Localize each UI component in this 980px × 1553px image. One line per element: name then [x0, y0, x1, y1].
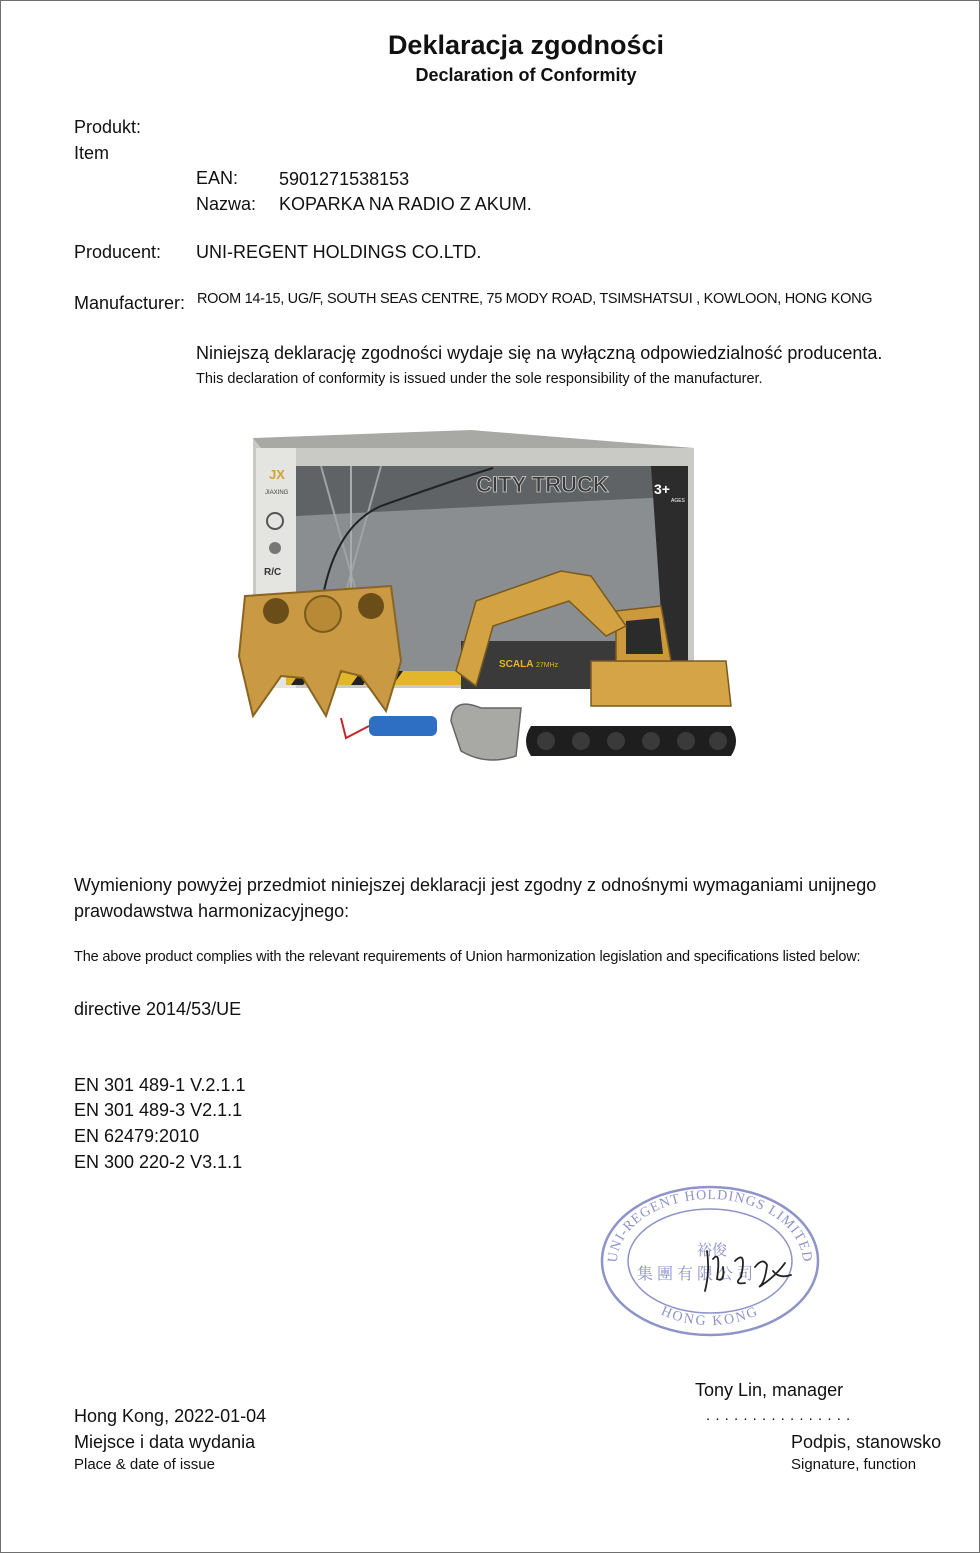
producer-label-pl: Producent: [74, 242, 162, 262]
place-date-label-en: Place & date of issue [74, 1456, 215, 1473]
box-title: CITY TRUCK [476, 472, 609, 497]
remote-joystick [358, 593, 384, 619]
standard-item: EN 62479:2010 [74, 1126, 200, 1146]
company-stamp [595, 1179, 825, 1339]
name-label: Nazwa: [196, 194, 257, 214]
track-wheel [709, 732, 727, 750]
remote-center-dial [305, 596, 341, 632]
place-date-value: Hong Kong, 2022-01-04 [74, 1406, 267, 1426]
compliance-en: The above product complies with the relevant requirements of Union harmonization legislation and specifications listed below: [74, 949, 861, 965]
document-subtitle: Declaration of Conformity [415, 65, 637, 85]
standard-item: EN 300 220-2 V3.1.1 [74, 1152, 243, 1172]
standard-item: EN 301 489-1 V.2.1.1 [74, 1075, 246, 1095]
stamp-ring-bottom-text: HONG KONG [658, 1303, 762, 1330]
track-wheel [677, 732, 695, 750]
product-photo [231, 426, 751, 791]
box-brand-logo: JX [269, 467, 285, 482]
box-age-sub: AGES [671, 498, 685, 504]
stamp-inner-ring [628, 1209, 792, 1313]
producer-name: UNI-REGENT HOLDINGS CO.LTD. [196, 242, 482, 262]
excavator-tracks [526, 726, 736, 756]
battery-cable [341, 718, 369, 738]
box-freq-label: 27MHz [536, 662, 559, 669]
place-date-label-pl: Miejsce i data wydania [74, 1432, 256, 1452]
excavator-bucket [451, 704, 521, 760]
manufacturer-address: ROOM 14-15, UG/F, SOUTH SEAS CENTRE, 75 MODY ROAD, TSIMSHATSUI , KOWLOON, HONG KONG [197, 291, 873, 307]
signature-label-en: Signature, function [791, 1456, 917, 1473]
box-age: 3+ [654, 481, 670, 497]
track-wheel [642, 732, 660, 750]
box-rc-label: R/C [264, 567, 282, 578]
ean-label: EAN: [196, 168, 239, 188]
directive: directive 2014/53/UE [74, 999, 242, 1019]
compliance-pl-line2: prawodawstwa harmonizacyjnego: [74, 901, 350, 921]
document-title: Deklaracja zgodności [387, 30, 665, 60]
stamp-chinese-line2: 集團有限公司 [637, 1264, 758, 1283]
stamp-ring-top-text: UNI-REGENT HOLDINGS LIMITED [605, 1187, 815, 1264]
name-value: KOPARKA NA RADIO Z AKUM. [279, 194, 532, 214]
box-brand-sub: JIAXING [265, 490, 289, 496]
track-wheel [572, 732, 590, 750]
responsibility-pl: Niniejszą deklarację zgodności wydaje się na wyłączną odpowiedzialność producenta. [196, 343, 883, 363]
product-label-pl: Produkt: [74, 117, 142, 137]
stamp-chinese-line1: 裕俊 [697, 1241, 728, 1259]
light-icon [269, 542, 281, 554]
standard-item: EN 301 489-3 V2.1.1 [74, 1100, 243, 1120]
battery-pack [369, 716, 437, 736]
compliance-pl-line1: Wymieniony powyżej przedmiot niniejszej deklaracji jest zgodny z odnośnymi wymaganiami unijnego [74, 875, 877, 895]
signer-name: Tony Lin, manager [695, 1380, 844, 1400]
ean-value: 5901271538153 [279, 169, 410, 189]
product-label-en: Item [74, 143, 110, 163]
box-top-edge [253, 430, 694, 448]
box-scala-label: SCALA [499, 659, 534, 670]
track-wheel [607, 732, 625, 750]
signature-label-pl: Podpis, stanowsko [791, 1432, 942, 1452]
manufacturer-label-en: Manufacturer: [74, 293, 186, 313]
excavator-body [591, 661, 731, 706]
responsibility-en: This declaration of conformity is issued under the sole responsibility of the manufacturer. [196, 371, 763, 387]
cab-window [626, 618, 663, 654]
remote-joystick [263, 598, 289, 624]
track-wheel [537, 732, 555, 750]
signature-line: . . . . . . . . . . . . . . . . [706, 1407, 851, 1424]
